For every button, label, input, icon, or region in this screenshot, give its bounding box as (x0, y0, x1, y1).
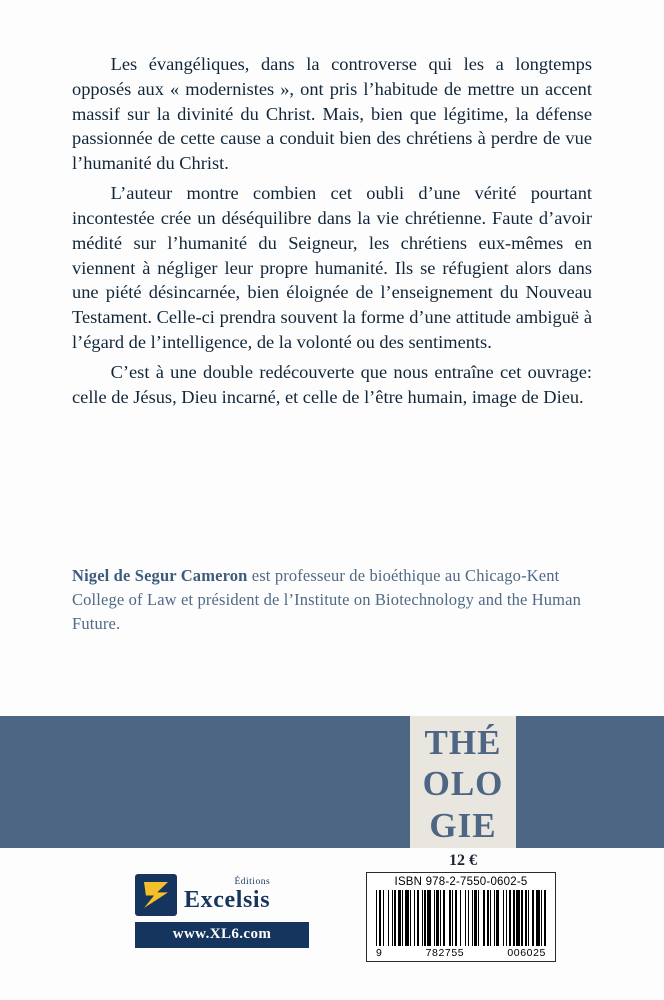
author-biography-text: est professeur de bioéthique au Chicago-Kent College of Law et président de l’Institute on Biotechnology and the Human Future. (72, 566, 582, 634)
price-label: 12 € (449, 852, 477, 869)
barcode-digit-left: 9 (376, 947, 383, 959)
barcode-digit-mid: 782755 (425, 947, 465, 959)
blurb-paragraph-2: L’auteur montre combien cet oubli d’une vérité pourtant incontestée crée un déséquilibre dans la vie chrétienne. Faute d’avoir médité sur l’humanité du Seigneur, les chrétiens eux-mêmes en viennent à négliger leur propre humanité. Ils se réfugient alors dans une piété désincarnée, bien éloignée de l’enseignement du Nouveau Testament. Celle-ci prendra souvent la forme d’une attitude ambiguë à l’égard de l’intelligence, de la volonté ou des sentiments. (72, 183, 592, 352)
collection-line-1: THÉ (424, 723, 502, 762)
collection-line-3: GIE (429, 805, 497, 845)
publisher-website-banner[interactable]: www.XL6.com (135, 922, 309, 948)
collection-badge (410, 716, 516, 848)
publisher-small-name: Éditions (234, 876, 271, 887)
author-name: Nigel de Segur Cameron (72, 566, 248, 585)
blurb-paragraph-3: C’est à une double redécouverte que nous entraîne cet ouvrage: celle de Jésus, Dieu incarné, et celle de l’être humain, image de Dieu. (72, 362, 592, 407)
barcode-graphic (376, 890, 546, 946)
isbn-barcode-block (366, 872, 556, 962)
publisher-logo-row (135, 874, 309, 916)
publisher-big-name: Excelsis (184, 887, 271, 914)
blurb-paragraph-1: Les évangéliques, dans la controverse qui les a longtemps opposés aux « modernistes », ont pris l’habitude de mettre un accent massif sur la divinité du Christ. Mais, bien que légitime, la défense passionnée de cette cause a conduit bien des chrétiens à perdre de vue l’humanité du Christ. (72, 54, 592, 173)
collection-line-2: OLO (422, 764, 504, 804)
barcode-digit-right: 006025 (507, 947, 546, 959)
cover-color-band (0, 716, 664, 848)
isbn-label: ISBN 978-2-7550-0602-5 (394, 876, 528, 888)
publisher-names (184, 878, 270, 913)
publisher-logo (135, 874, 309, 948)
barcode-digits (376, 947, 546, 959)
blurb-text (72, 52, 592, 410)
excelsis-lightning-icon (135, 874, 177, 916)
author-biography (72, 564, 592, 636)
